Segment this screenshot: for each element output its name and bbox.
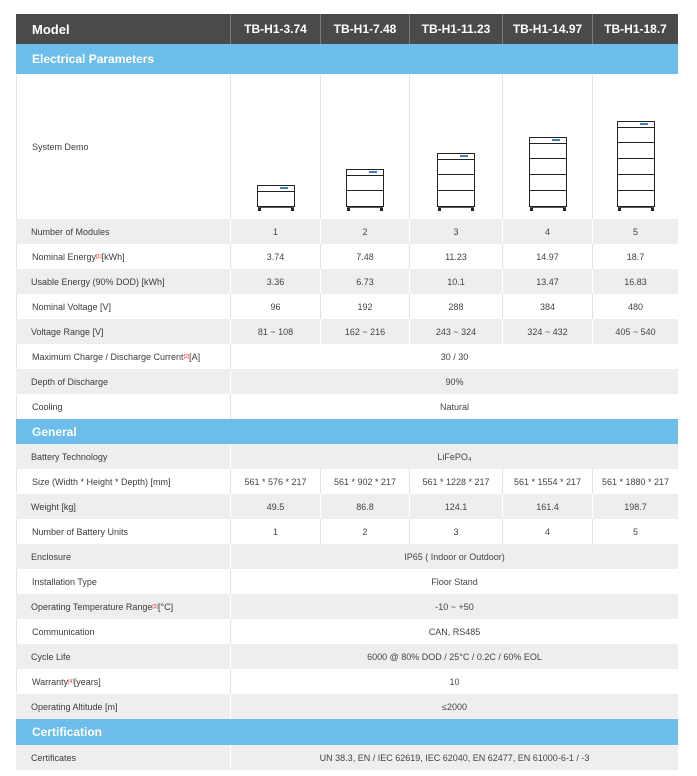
battery-stack-icon <box>617 121 655 211</box>
section-certification: Certification <box>16 719 678 745</box>
cell-value: 561 * 1228 * 217 <box>409 469 502 494</box>
row-label: Communication <box>16 619 230 644</box>
row-label: Cycle Life <box>31 651 71 662</box>
system-demo-label: System Demo <box>16 74 230 219</box>
section-electrical: Electrical Parameters <box>16 44 678 74</box>
battery-module <box>617 175 655 191</box>
stack-1 <box>230 74 320 219</box>
cell-value: 561 * 1554 * 217 <box>502 469 592 494</box>
row-label: Weight [kg] <box>31 501 76 512</box>
row-cycle-life <box>16 644 678 669</box>
stack-top-cap <box>346 169 384 175</box>
battery-module <box>346 175 384 191</box>
battery-stack-icon <box>529 137 567 211</box>
cell-value: 16.83 <box>592 269 678 294</box>
cell-value: 10.1 <box>409 269 502 294</box>
cell-value: 3 <box>409 519 502 544</box>
row-battery-units <box>16 519 678 544</box>
battery-stack-icon <box>346 169 384 211</box>
row-nominal-voltage <box>16 294 678 319</box>
cell-value: 124.1 <box>409 494 502 519</box>
cell-value: 49.5 <box>230 494 320 519</box>
cell-value: ≤2000 <box>230 694 678 719</box>
stack-top-cap <box>257 185 295 191</box>
row-label: Number of Modules <box>31 226 110 237</box>
model-4: TB-H1-14.97 <box>502 14 592 44</box>
cell-value: 81 ~ 108 <box>230 319 320 344</box>
cell-value: 324 ~ 432 <box>502 319 592 344</box>
cell-value: IP65 ( Indoor or Outdoor) <box>230 544 678 569</box>
model-3: TB-H1-11.23 <box>409 14 502 44</box>
header-row <box>16 14 678 44</box>
cell-value: 5 <box>592 219 678 244</box>
row-label: Maximum Charge / Discharge Current [2] [A] <box>16 344 230 369</box>
battery-module <box>346 191 384 207</box>
label-text: Maximum Charge / Discharge Current <box>32 351 184 362</box>
cell-value: 6000 @ 80% DOD / 25°C / 0.2C / 60% EOL <box>230 644 678 669</box>
spec-table <box>16 14 678 770</box>
row-label: Warranty [4] [years] <box>16 669 230 694</box>
cell-value: 2 <box>320 519 409 544</box>
battery-module <box>437 175 475 191</box>
cell-value: Natural <box>230 394 678 419</box>
cell-value: 7.48 <box>320 244 409 269</box>
stack-5 <box>592 74 678 219</box>
cell-value: 288 <box>409 294 502 319</box>
battery-module <box>257 191 295 207</box>
battery-module <box>437 159 475 175</box>
row-label: Size (Width * Height * Depth) [mm] <box>16 469 230 494</box>
row-op-temp <box>16 594 678 619</box>
row-altitude <box>16 694 678 719</box>
cell-value: 14.97 <box>502 244 592 269</box>
row-label: Certificates <box>31 752 77 763</box>
cell-value: 384 <box>502 294 592 319</box>
cell-value: UN 38.3, EN / IEC 62619, IEC 62040, EN 62477, EN 61000-6-1 / -3 <box>230 745 678 770</box>
battery-module <box>617 191 655 207</box>
row-usable-energy <box>16 269 678 294</box>
row-communication <box>16 619 678 644</box>
stack-top-cap <box>529 137 567 143</box>
section-general: General <box>16 419 678 444</box>
row-nominal-energy <box>16 244 678 269</box>
system-demo-row <box>16 74 678 219</box>
cell-value: 3.36 <box>230 269 320 294</box>
cell-value: 13.47 <box>502 269 592 294</box>
row-label: Depth of Discharge <box>31 376 109 387</box>
cell-value: CAN, RS485 <box>230 619 678 644</box>
battery-module <box>529 159 567 175</box>
stack-2 <box>320 74 409 219</box>
model-2: TB-H1-7.48 <box>320 14 409 44</box>
unit-text: [kWh] <box>101 251 125 262</box>
battery-module <box>617 159 655 175</box>
battery-module <box>617 127 655 143</box>
row-label: Installation Type <box>16 569 230 594</box>
cell-value: 561 * 902 * 217 <box>320 469 409 494</box>
row-label: Enclosure <box>31 551 72 562</box>
cell-value: LiFePO₄ <box>230 444 678 469</box>
row-num-modules <box>16 219 678 244</box>
cell-value: 1 <box>230 519 320 544</box>
row-label: Usable Energy (90% DOD) [kWh] <box>31 276 165 287</box>
row-label: Voltage Range [V] <box>31 326 104 337</box>
row-size <box>16 469 678 494</box>
row-label: Operating Temperature Range [3] [°C] <box>31 601 174 612</box>
row-label: Nominal Voltage [V] <box>16 294 230 319</box>
cell-value: 6.73 <box>320 269 409 294</box>
cell-value: 198.7 <box>592 494 678 519</box>
battery-module <box>617 143 655 159</box>
cell-value: 2 <box>320 219 409 244</box>
row-label: Operating Altitude [m] <box>31 701 118 712</box>
cell-value: 561 * 1880 * 217 <box>592 469 678 494</box>
row-max-current <box>16 344 678 369</box>
cell-value: 3.74 <box>230 244 320 269</box>
row-dod <box>16 369 678 394</box>
row-label: Nominal Energy [1] [kWh] <box>16 244 230 269</box>
cell-value: 561 * 576 * 217 <box>230 469 320 494</box>
stack-3 <box>409 74 502 219</box>
stack-base <box>347 207 383 211</box>
unit-text: [A] <box>189 351 201 362</box>
battery-module <box>529 191 567 207</box>
stack-base <box>618 207 654 211</box>
cell-value: 10 <box>230 669 678 694</box>
stack-base <box>530 207 566 211</box>
stack-base <box>438 207 474 211</box>
cell-value: 5 <box>592 519 678 544</box>
battery-stack-icon <box>437 153 475 211</box>
cell-value: 192 <box>320 294 409 319</box>
cell-value: 30 / 30 <box>230 344 678 369</box>
model-1: TB-H1-3.74 <box>230 14 320 44</box>
cell-value: 4 <box>502 219 592 244</box>
battery-module <box>529 143 567 159</box>
row-label: Number of Battery Units <box>16 519 230 544</box>
cell-value: 243 ~ 324 <box>409 319 502 344</box>
cell-value: 405 ~ 540 <box>592 319 678 344</box>
cell-value: Floor Stand <box>230 569 678 594</box>
cell-value: 3 <box>409 219 502 244</box>
battery-stack-icon <box>257 185 295 211</box>
row-cooling <box>16 394 678 419</box>
label-text: Warranty <box>32 676 69 687</box>
row-label: Battery Technology <box>31 451 108 462</box>
cell-value: 161.4 <box>502 494 592 519</box>
row-warranty <box>16 669 678 694</box>
cell-value: 90% <box>230 369 678 394</box>
cell-value: 86.8 <box>320 494 409 519</box>
cell-value: 96 <box>230 294 320 319</box>
row-battery-tech <box>16 444 678 469</box>
row-certificates <box>16 745 678 770</box>
battery-module <box>529 175 567 191</box>
cell-value: 11.23 <box>409 244 502 269</box>
stack-base <box>258 207 294 211</box>
row-voltage-range <box>16 319 678 344</box>
row-weight <box>16 494 678 519</box>
battery-module <box>437 191 475 207</box>
cell-value: 4 <box>502 519 592 544</box>
label-text: Nominal Energy <box>32 251 97 262</box>
row-installation <box>16 569 678 594</box>
label-text: Operating Temperature Range <box>31 601 153 612</box>
cell-value: 1 <box>230 219 320 244</box>
stack-top-cap <box>617 121 655 127</box>
cell-value: -10 ~ +50 <box>230 594 678 619</box>
stack-top-cap <box>437 153 475 159</box>
model-label: Model <box>32 21 70 37</box>
cell-value: 162 ~ 216 <box>320 319 409 344</box>
unit-text: [years] <box>73 676 101 687</box>
cell-value: 18.7 <box>592 244 678 269</box>
row-enclosure <box>16 544 678 569</box>
model-5: TB-H1-18.7 <box>592 14 678 44</box>
row-label: Cooling <box>16 394 230 419</box>
unit-text: [°C] <box>157 601 174 612</box>
cell-value: 480 <box>592 294 678 319</box>
stack-4 <box>502 74 592 219</box>
